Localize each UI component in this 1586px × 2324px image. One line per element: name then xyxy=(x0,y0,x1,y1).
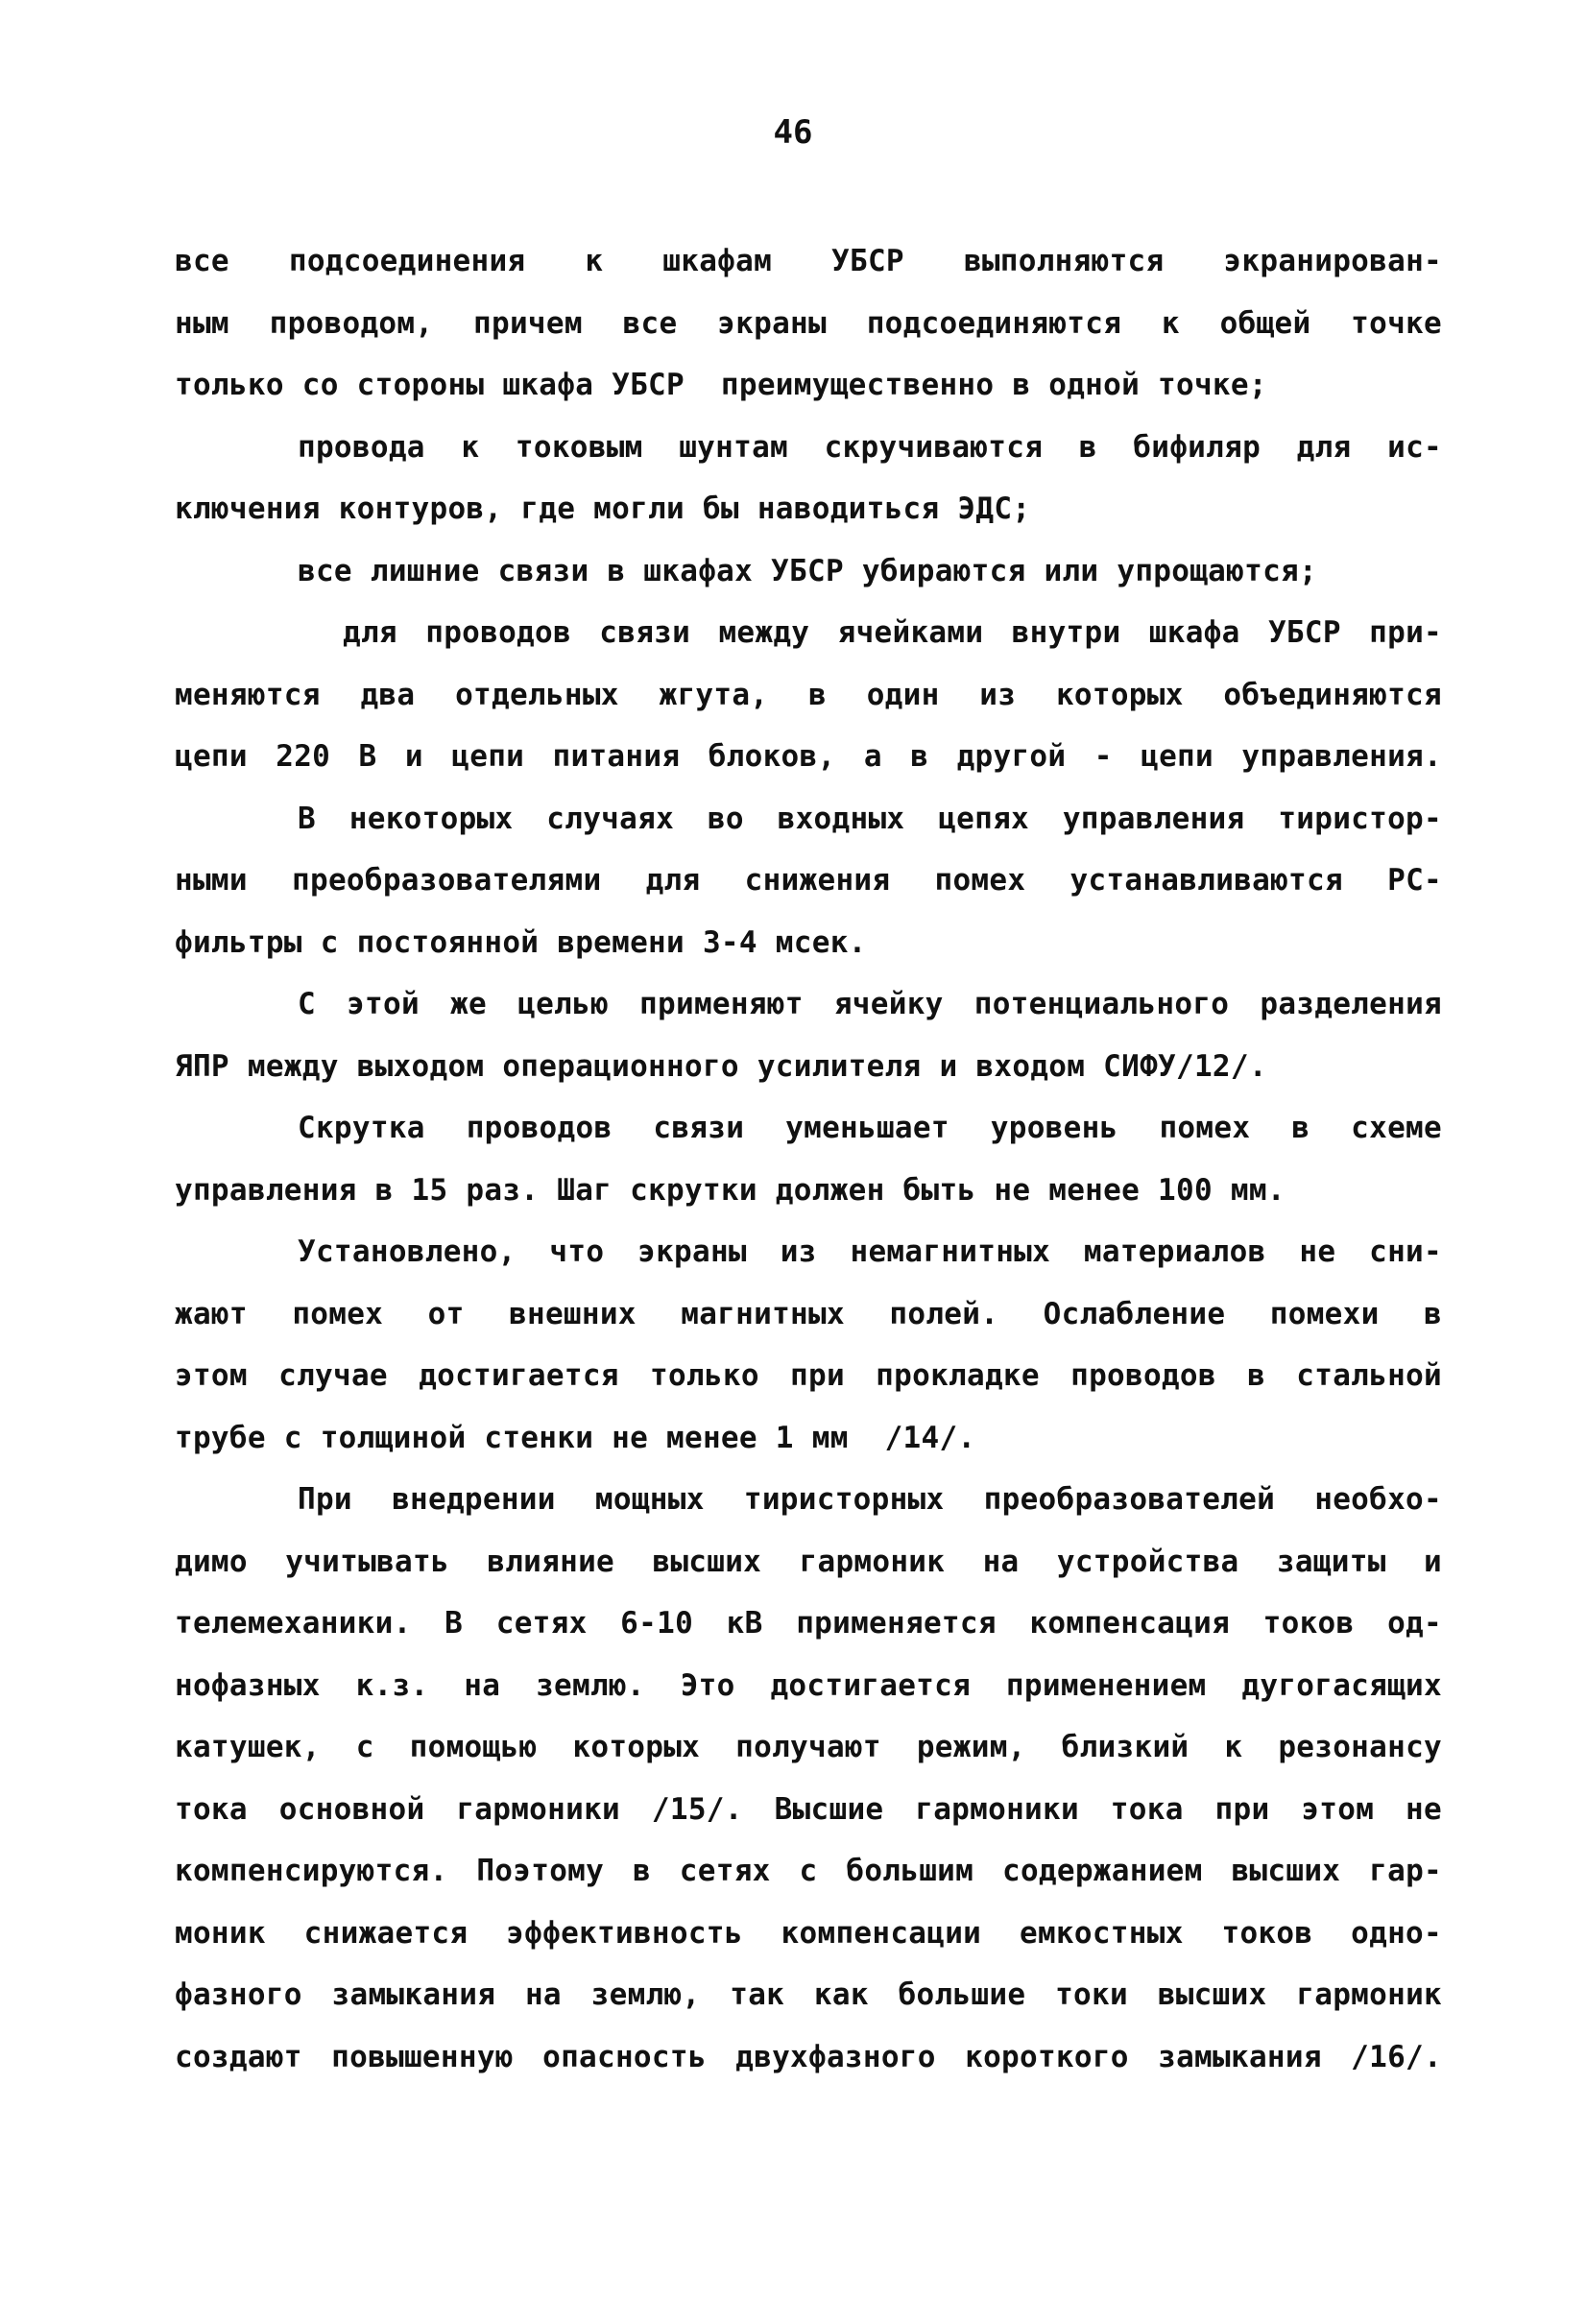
text-line: компенсируются. Поэтому в сетях с большим содержанием высших гар- xyxy=(175,1854,1442,1888)
body-text xyxy=(175,230,1442,2088)
text-line: провода к токовым шунтам скручиваются в бифиляр для ис- xyxy=(298,429,1442,465)
text-line: Скрутка проводов связи уменьшает уровень помех в схеме xyxy=(298,1111,1442,1145)
text-line: При внедрении мощных тиристорных преобразователей необхо- xyxy=(298,1482,1442,1517)
text-line: все лишние связи в шкафах УБСР убираются или упрощаются; xyxy=(298,553,1317,588)
text-line: моник снижается эффективность компенсации емкостных токов одно- xyxy=(175,1915,1442,1951)
text-line: фильтры с постоянной времени 3-4 мсек. xyxy=(175,924,867,960)
text-line: ными преобразователями для снижения помех устанавливаются РС- xyxy=(175,863,1442,898)
page-number: 46 xyxy=(773,113,813,152)
text-line: ЯПР между выходом операционного усилителя и входом СИФУ/12/. xyxy=(175,1048,1267,1084)
text-line: тока основной гармоники /15/. Высшие гармоники тока при этом не xyxy=(175,1791,1442,1827)
text-line: Установлено, что экраны из немагнитных материалов не сни- xyxy=(298,1234,1442,1269)
text-line: ным проводом, причем все экраны подсоединяются к общей точке xyxy=(175,305,1442,341)
text-line: жают помех от внешних магнитных полей. Ослабление помехи в xyxy=(175,1296,1442,1331)
text-line: создают повышенную опасность двухфазного короткого замыкания /16/. xyxy=(175,2039,1442,2074)
text-line: катушек, с помощью которых получают режим, близкий к резонансу xyxy=(175,1730,1442,1764)
text-line: димо учитывать влияние высших гармоник на устройства защиты и xyxy=(175,1544,1442,1579)
text-line: для проводов связи между ячейками внутри шкафа УБСР при- xyxy=(343,615,1442,650)
text-line: фазного замыкания на землю, так как большие токи высших гармоник xyxy=(175,1977,1442,2012)
text-line: меняются два отдельных жгута, в один из которых объединяются xyxy=(175,677,1442,712)
text-line: трубе с толщиной стенки не менее 1 мм /14/. xyxy=(175,1420,976,1455)
text-line: телемеханики. В сетях 6-10 кВ применяется компенсация токов од- xyxy=(175,1606,1442,1641)
text-line: все подсоединения к шкафам УБСР выполняются экранирован- xyxy=(175,244,1442,278)
text-line: нофазных к.з. на землю. Это достигается применением дугогасящих xyxy=(175,1667,1442,1703)
text-line: этом случае достигается только при прокладке проводов в стальной xyxy=(175,1358,1442,1393)
text-line: ключения контуров, где могли бы наводиться ЭДС; xyxy=(175,491,1031,526)
text-line: В некоторых случаях во входных цепях управления тиристор- xyxy=(298,801,1442,836)
text-line: С этой же целью применяют ячейку потенциального разделения xyxy=(298,987,1442,1021)
text-line: цепи 220 В и цепи питания блоков, а в другой - цепи управления. xyxy=(175,739,1442,774)
text-line: управления в 15 раз. Шаг скрутки должен быть не менее 100 мм. xyxy=(175,1172,1286,1208)
text-line: только со стороны шкафа УБСР преимущественно в одной точке; xyxy=(175,368,1267,402)
